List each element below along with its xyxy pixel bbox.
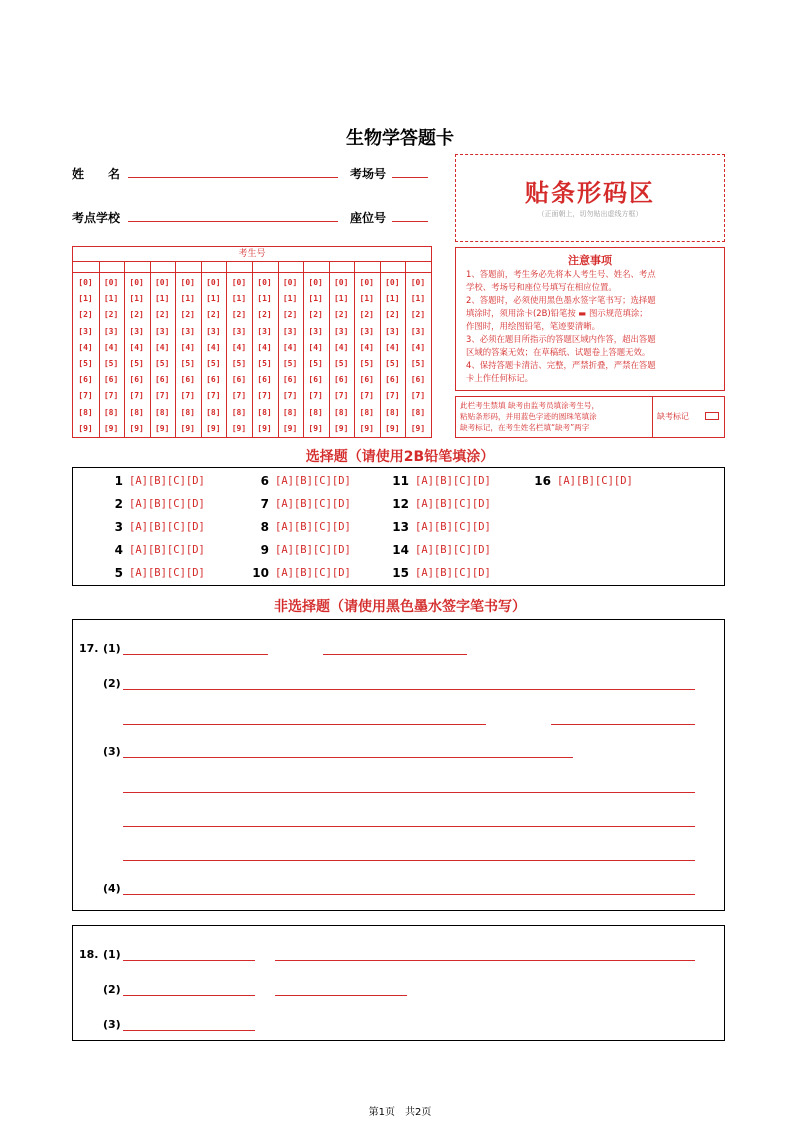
digit-bubble[interactable]: [0] xyxy=(385,278,400,287)
digit-bubble[interactable]: [0] xyxy=(231,278,247,287)
absent-line: 此栏考生禁填 缺考由监考员填涂考生号， xyxy=(460,401,600,410)
digit-bubble[interactable]: [9] xyxy=(410,423,426,433)
answer-options[interactable]: [A][B][C][D] xyxy=(129,475,205,487)
digit-bubble[interactable]: [3] xyxy=(78,326,93,336)
digit-bubble[interactable]: [4] xyxy=(103,342,119,352)
digit-bubble[interactable]: [8] xyxy=(129,407,144,417)
question-number: 3 xyxy=(114,520,123,534)
notes-line: 2、答题时，必须使用黑色墨水签字笔书写；选择题 xyxy=(466,295,656,305)
digit-bubble[interactable]: [9] xyxy=(129,423,144,433)
digit-bubble[interactable]: [4] xyxy=(78,342,93,352)
digit-bubble[interactable]: [0] xyxy=(282,278,298,287)
digit-bubble[interactable]: [7] xyxy=(231,391,247,401)
name-label: 姓 名 xyxy=(72,167,121,181)
answer-options[interactable]: [A][B][C][D] xyxy=(129,544,205,556)
question-number: 10 xyxy=(252,566,269,580)
digit-bubble[interactable]: [3] xyxy=(180,326,195,336)
digit-bubble[interactable]: [9] xyxy=(206,423,221,433)
digit-bubble[interactable]: [1] xyxy=(154,294,170,304)
digit-bubble[interactable]: [9] xyxy=(154,423,170,433)
digit-bubble[interactable]: [5] xyxy=(257,359,272,368)
answer-options[interactable]: [A][B][C][D] xyxy=(129,567,205,579)
seat-label: 座位号 xyxy=(350,211,387,225)
notes-line: 区域的答案无效；在草稿纸、试题卷上答题无效。 xyxy=(466,347,651,357)
digit-bubble[interactable]: [1] xyxy=(257,294,272,304)
digit-bubble[interactable]: [6] xyxy=(308,375,323,385)
answer-options[interactable]: [A][B][C][D] xyxy=(415,475,491,487)
digit-bubble[interactable]: [5] xyxy=(282,359,298,368)
answer-options[interactable]: [A][B][C][D] xyxy=(129,521,205,533)
answer-options[interactable]: [A][B][C][D] xyxy=(275,567,351,579)
digit-bubble[interactable]: [3] xyxy=(231,326,247,336)
digit-bubble[interactable]: [9] xyxy=(180,423,195,433)
notes-line: 卡上作任何标记。 xyxy=(466,373,533,383)
digit-bubble[interactable]: [8] xyxy=(385,407,400,417)
digit-bubble[interactable]: [3] xyxy=(154,326,170,336)
answer-line[interactable] xyxy=(275,960,695,961)
choice-answer-box xyxy=(72,467,725,586)
q17-part-4: (4) xyxy=(103,882,121,895)
answer-line[interactable] xyxy=(123,757,573,758)
notes-title: 注意事项 xyxy=(568,254,612,267)
answer-options[interactable]: [A][B][C][D] xyxy=(415,521,491,533)
notes-line: 1、答题前，考生务必先将本人考生号、姓名、考点 xyxy=(466,269,656,279)
digit-bubble[interactable]: [7] xyxy=(308,391,323,401)
digit-bubble[interactable]: [6] xyxy=(410,375,426,385)
answer-line[interactable] xyxy=(275,995,407,996)
digit-bubble[interactable]: [6] xyxy=(282,375,298,385)
digit-bubble[interactable]: [4] xyxy=(385,342,400,352)
digit-bubble[interactable]: [1] xyxy=(129,294,144,304)
digit-bubble[interactable]: [8] xyxy=(282,407,298,417)
digit-bubble[interactable]: [8] xyxy=(231,407,247,417)
exam-number-header: 考生号 xyxy=(73,247,431,262)
barcode-hint: （正面朝上，切勿贴出虚线方框） xyxy=(537,210,643,218)
answer-line[interactable] xyxy=(123,689,695,690)
answer-options[interactable]: [A][B][C][D] xyxy=(275,521,351,533)
digit-bubble[interactable]: [5] xyxy=(410,359,426,368)
digit-bubble[interactable]: [7] xyxy=(154,391,170,401)
question-number: 6 xyxy=(260,474,269,488)
digit-bubble[interactable]: [9] xyxy=(78,423,93,433)
digit-bubble[interactable]: [3] xyxy=(308,326,323,336)
notes-line: 作图时，用绘图铅笔，笔迹要清晰。 xyxy=(466,321,600,331)
name-field[interactable] xyxy=(128,177,338,178)
exam-number-grid xyxy=(72,246,432,438)
q17-number: 17. xyxy=(79,642,99,655)
digit-bubble[interactable]: [2] xyxy=(129,310,144,320)
q17-part-3: (3) xyxy=(103,745,121,758)
digit-bubble[interactable]: [3] xyxy=(206,326,221,336)
digit-bubble[interactable]: [1] xyxy=(78,294,93,304)
q18-part-1: (1) xyxy=(103,948,121,961)
digit-bubble[interactable]: [9] xyxy=(308,423,323,433)
digit-bubble[interactable]: [4] xyxy=(206,342,221,352)
digit-bubble[interactable]: [6] xyxy=(333,375,349,385)
digit-bubble[interactable]: [2] xyxy=(410,310,426,320)
answer-options[interactable]: [A][B][C][D] xyxy=(275,475,351,487)
school-field[interactable] xyxy=(128,221,338,222)
digit-bubble[interactable]: [1] xyxy=(103,294,119,304)
digit-bubble[interactable]: [3] xyxy=(282,326,298,336)
digit-bubble[interactable]: [0] xyxy=(257,278,272,287)
digit-bubble[interactable]: [0] xyxy=(410,278,426,287)
digit-bubble[interactable]: [0] xyxy=(206,278,221,287)
absent-line: 粘贴条形码，并用蓝色字迹的圆珠笔填涂 xyxy=(460,412,597,421)
digit-bubble[interactable]: [8] xyxy=(257,407,272,417)
answer-options[interactable]: [A][B][C][D] xyxy=(275,498,351,510)
digit-bubble[interactable]: [1] xyxy=(333,294,349,304)
digit-bubble[interactable]: [1] xyxy=(206,294,221,304)
digit-bubble[interactable]: [2] xyxy=(206,310,221,320)
digit-bubble[interactable]: [9] xyxy=(359,423,374,433)
digit-bubble[interactable]: [8] xyxy=(206,407,221,417)
notes-box xyxy=(455,247,725,391)
room-field[interactable] xyxy=(392,177,428,178)
answer-line[interactable] xyxy=(123,995,255,996)
digit-bubble[interactable]: [6] xyxy=(385,375,400,385)
room-label: 考场号 xyxy=(350,167,387,181)
digit-bubble[interactable]: [2] xyxy=(78,310,93,320)
digit-bubble[interactable]: [8] xyxy=(333,407,349,417)
digit-bubble[interactable]: [5] xyxy=(333,359,349,368)
digit-bubble[interactable]: [3] xyxy=(129,326,144,336)
answer-line[interactable] xyxy=(123,826,695,827)
digit-bubble[interactable]: [3] xyxy=(103,326,119,336)
digit-bubble[interactable]: [0] xyxy=(333,278,349,287)
digit-bubble[interactable]: [0] xyxy=(359,278,374,287)
answer-options[interactable]: [A][B][C][D] xyxy=(557,475,633,487)
answer-line[interactable] xyxy=(123,724,486,725)
digit-bubble[interactable]: [2] xyxy=(231,310,247,320)
digit-bubble[interactable]: [4] xyxy=(410,342,426,352)
digit-bubble[interactable]: [8] xyxy=(154,407,170,417)
digit-bubble[interactable]: [0] xyxy=(78,278,93,287)
question-number: 15 xyxy=(392,566,409,580)
barcode-area xyxy=(455,154,725,242)
question-number: 8 xyxy=(260,520,269,534)
digit-bubble[interactable]: [1] xyxy=(282,294,298,304)
answer-line[interactable] xyxy=(323,654,467,655)
digit-bubble[interactable]: [4] xyxy=(359,342,374,352)
digit-bubble[interactable]: [5] xyxy=(129,359,144,368)
school-label: 考点学校 xyxy=(72,211,121,225)
q17-answer-box xyxy=(72,619,725,911)
q17-part-1: (1) xyxy=(103,642,121,655)
digit-bubble[interactable]: [0] xyxy=(103,278,119,287)
absent-line: 缺考标记，在考生姓名栏填“缺考”两字 xyxy=(460,423,590,432)
digit-bubble[interactable]: [5] xyxy=(103,359,119,368)
question-number: 12 xyxy=(392,497,409,511)
seat-field[interactable] xyxy=(392,221,428,222)
absent-mark-box[interactable] xyxy=(705,412,719,420)
question-number: 2 xyxy=(114,497,123,511)
digit-bubble[interactable]: [1] xyxy=(359,294,374,304)
digit-bubble[interactable]: [6] xyxy=(103,375,119,385)
digit-bubble[interactable]: [1] xyxy=(231,294,247,304)
absent-box xyxy=(455,396,725,438)
digit-bubble[interactable]: [2] xyxy=(385,310,400,320)
digit-bubble[interactable]: [4] xyxy=(333,342,349,352)
digit-bubble[interactable]: [3] xyxy=(410,326,426,336)
barcode-title: 贴条形码区 xyxy=(525,179,655,207)
digit-bubble[interactable]: [9] xyxy=(103,423,119,433)
answer-line[interactable] xyxy=(123,894,695,895)
digit-bubble[interactable]: [7] xyxy=(103,391,119,401)
digit-bubble[interactable]: [6] xyxy=(129,375,144,385)
digit-bubble[interactable]: [2] xyxy=(257,310,272,320)
answer-line[interactable] xyxy=(123,860,695,861)
digit-bubble[interactable]: [8] xyxy=(410,407,426,417)
answer-line[interactable] xyxy=(551,724,695,725)
digit-bubble[interactable]: [9] xyxy=(282,423,298,433)
question-number: 7 xyxy=(260,497,269,511)
digit-bubble[interactable]: [4] xyxy=(129,342,144,352)
digit-bubble[interactable]: [0] xyxy=(308,278,323,287)
question-number: 9 xyxy=(260,543,269,557)
answer-options[interactable]: [A][B][C][D] xyxy=(415,498,491,510)
q18-number: 18. xyxy=(79,948,99,961)
digit-bubble[interactable]: [2] xyxy=(308,310,323,320)
notes-line: 学校、考场号和座位号填写在相应位置。 xyxy=(466,282,617,292)
digit-bubble[interactable]: [1] xyxy=(410,294,426,304)
digit-bubble[interactable]: [0] xyxy=(154,278,170,287)
digit-bubble[interactable]: [5] xyxy=(78,359,93,368)
page-footer: 第1页 共2页 xyxy=(368,1107,432,1118)
digit-bubble[interactable]: [2] xyxy=(333,310,349,320)
digit-bubble[interactable]: [5] xyxy=(231,359,247,368)
page-title: 生物学答题卡 xyxy=(346,128,454,149)
digit-bubble[interactable]: [6] xyxy=(78,375,93,385)
question-number: 11 xyxy=(392,474,409,488)
digit-bubble[interactable]: [9] xyxy=(385,423,400,433)
nonchoice-section-title: 非选择题（请使用黑色墨水签字笔书写） xyxy=(274,599,526,615)
answer-options[interactable]: [A][B][C][D] xyxy=(415,544,491,556)
notes-line: 填涂时，须用涂卡(2B)铅笔按 ▬ 图示规范填涂； xyxy=(466,308,648,318)
question-number: 14 xyxy=(392,543,409,557)
digit-bubble[interactable]: [7] xyxy=(129,391,144,401)
answer-line[interactable] xyxy=(123,654,268,655)
digit-bubble[interactable]: [5] xyxy=(206,359,221,368)
digit-bubble[interactable]: [6] xyxy=(180,375,195,385)
digit-bubble[interactable]: [8] xyxy=(308,407,323,417)
digit-bubble[interactable]: [7] xyxy=(257,391,272,401)
answer-options[interactable]: [A][B][C][D] xyxy=(415,567,491,579)
digit-bubble[interactable]: [9] xyxy=(257,423,272,433)
digit-bubble[interactable]: [1] xyxy=(180,294,195,304)
digit-bubble[interactable]: [2] xyxy=(154,310,170,320)
digit-bubble[interactable]: [2] xyxy=(103,310,119,320)
question-number: 4 xyxy=(114,543,123,557)
q17-part-2: (2) xyxy=(103,677,121,690)
q18-part-2: (2) xyxy=(103,983,121,996)
question-number: 16 xyxy=(534,474,551,488)
digit-bubble[interactable]: [1] xyxy=(308,294,323,304)
digit-bubble[interactable]: [4] xyxy=(257,342,272,352)
digit-bubble[interactable]: [0] xyxy=(180,278,195,287)
digit-bubble[interactable]: [1] xyxy=(385,294,400,304)
digit-bubble[interactable]: [4] xyxy=(154,342,170,352)
absent-divider xyxy=(652,397,653,437)
question-number: 5 xyxy=(114,566,123,580)
digit-bubble[interactable]: [7] xyxy=(333,391,349,401)
digit-bubble[interactable]: [7] xyxy=(385,391,400,401)
digit-bubble[interactable]: [7] xyxy=(206,391,221,401)
digit-bubble[interactable]: [3] xyxy=(333,326,349,336)
digit-bubble[interactable]: [4] xyxy=(231,342,247,352)
notes-line: 3、必须在题目所指示的答题区域内作答，超出答题 xyxy=(466,334,656,344)
digit-bubble[interactable]: [6] xyxy=(359,375,374,385)
q18-answer-box xyxy=(72,925,725,1041)
notes-line: 4、保持答题卡清洁、完整，严禁折叠，严禁在答题 xyxy=(466,360,656,370)
answer-line[interactable] xyxy=(123,960,255,961)
absent-mark-label: 缺考标记 xyxy=(657,412,689,421)
digit-bubble[interactable]: [5] xyxy=(308,359,323,368)
answer-line[interactable] xyxy=(123,1030,255,1031)
answer-line[interactable] xyxy=(123,792,695,793)
digit-bubble[interactable]: [7] xyxy=(78,391,93,401)
digit-bubble[interactable]: [3] xyxy=(385,326,400,336)
digit-bubble[interactable]: [8] xyxy=(359,407,374,417)
q18-part-3: (3) xyxy=(103,1018,121,1031)
question-number: 1 xyxy=(114,474,123,488)
digit-bubble[interactable]: [8] xyxy=(180,407,195,417)
digit-bubble[interactable]: [3] xyxy=(359,326,374,336)
answer-options[interactable]: [A][B][C][D] xyxy=(275,544,351,556)
choice-section-title: 选择题（请使用2B铅笔填涂） xyxy=(305,449,495,465)
digit-bubble[interactable]: [0] xyxy=(129,278,144,287)
digit-bubble[interactable]: [5] xyxy=(359,359,374,368)
digit-bubble[interactable]: [8] xyxy=(103,407,119,417)
digit-bubble[interactable]: [7] xyxy=(359,391,374,401)
answer-options[interactable]: [A][B][C][D] xyxy=(129,498,205,510)
digit-bubble[interactable]: [9] xyxy=(231,423,247,433)
digit-bubble[interactable]: [7] xyxy=(410,391,426,401)
digit-bubble[interactable]: [2] xyxy=(359,310,374,320)
digit-bubble[interactable]: [7] xyxy=(282,391,298,401)
digit-bubble[interactable]: [5] xyxy=(385,359,400,368)
digit-bubble[interactable]: [3] xyxy=(257,326,272,336)
digit-bubble[interactable]: [6] xyxy=(257,375,272,385)
digit-bubble[interactable]: [2] xyxy=(180,310,195,320)
digit-bubble[interactable]: [6] xyxy=(231,375,247,385)
digit-bubble[interactable]: [4] xyxy=(180,342,195,352)
digit-bubble[interactable]: [5] xyxy=(154,359,170,368)
digit-bubble[interactable]: [6] xyxy=(154,375,170,385)
digit-bubble[interactable]: [7] xyxy=(180,391,195,401)
digit-bubble[interactable]: [2] xyxy=(282,310,298,320)
question-number: 13 xyxy=(392,520,409,534)
digit-bubble[interactable]: [6] xyxy=(206,375,221,385)
digit-bubble[interactable]: [4] xyxy=(308,342,323,352)
digit-bubble[interactable]: [5] xyxy=(180,359,195,368)
digit-bubble[interactable]: [4] xyxy=(282,342,298,352)
digit-bubble[interactable]: [9] xyxy=(333,423,349,433)
digit-bubble[interactable]: [8] xyxy=(78,407,93,417)
